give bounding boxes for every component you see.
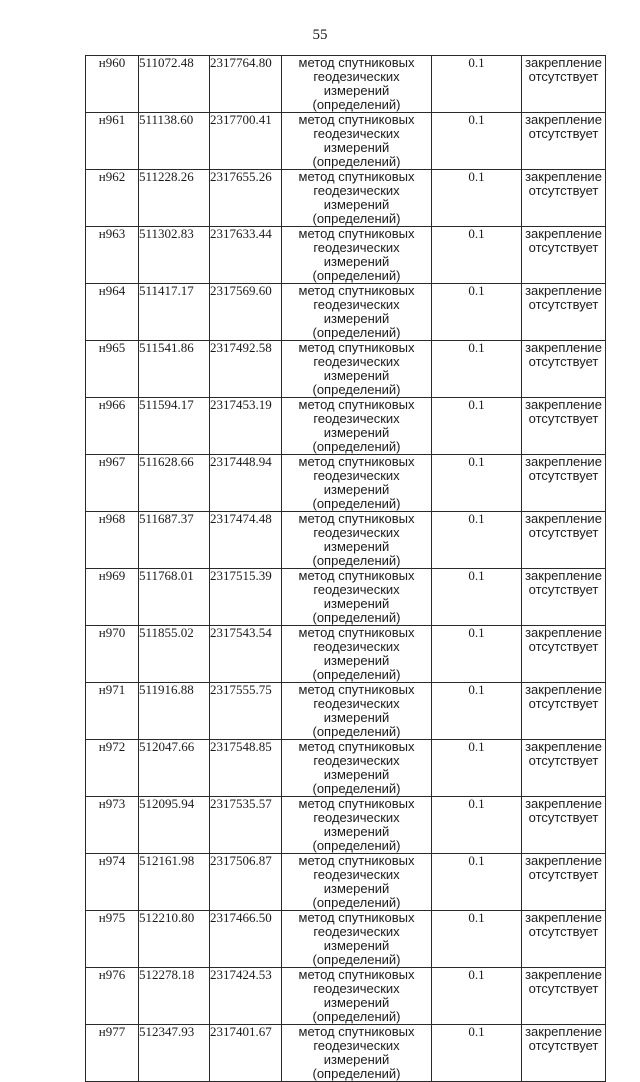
point-name-cell: н972 xyxy=(86,740,139,797)
x-coordinate-cell: 511541.86 xyxy=(139,341,210,398)
table-row xyxy=(86,740,606,797)
page-number: 55 xyxy=(312,27,328,43)
y-coordinate-cell: 2317466.50 xyxy=(210,911,282,968)
accuracy-cell: 0.1 xyxy=(432,968,522,1025)
table-row xyxy=(86,683,606,740)
accuracy-cell: 0.1 xyxy=(432,740,522,797)
method-cell: метод спутниковых геодезических измерений (определений) xyxy=(282,569,432,626)
x-coordinate-cell: 512161.98 xyxy=(139,854,210,911)
point-name-cell: н974 xyxy=(86,854,139,911)
fixing-cell: закрепление отсутствует xyxy=(522,569,606,626)
x-coordinate-cell: 512278.18 xyxy=(139,968,210,1025)
y-coordinate-cell: 2317474.48 xyxy=(210,512,282,569)
fixing-cell: закрепление отсутствует xyxy=(522,56,606,113)
accuracy-cell: 0.1 xyxy=(432,170,522,227)
method-cell: метод спутниковых геодезических измерений (определений) xyxy=(282,911,432,968)
fixing-cell: закрепление отсутствует xyxy=(522,284,606,341)
accuracy-cell: 0.1 xyxy=(432,626,522,683)
point-name-cell: н969 xyxy=(86,569,139,626)
method-cell: метод спутниковых геодезических измерений (определений) xyxy=(282,227,432,284)
fixing-cell: закрепление отсутствует xyxy=(522,398,606,455)
coordinates-table xyxy=(85,55,606,1082)
method-cell: метод спутниковых геодезических измерений (определений) xyxy=(282,455,432,512)
method-cell: метод спутниковых геодезических измерений (определений) xyxy=(282,854,432,911)
fixing-cell: закрепление отсутствует xyxy=(522,968,606,1025)
x-coordinate-cell: 512047.66 xyxy=(139,740,210,797)
x-coordinate-cell: 511072.48 xyxy=(139,56,210,113)
point-name-cell: н963 xyxy=(86,227,139,284)
y-coordinate-cell: 2317655.26 xyxy=(210,170,282,227)
fixing-cell: закрепление отсутствует xyxy=(522,113,606,170)
y-coordinate-cell: 2317424.53 xyxy=(210,968,282,1025)
accuracy-cell: 0.1 xyxy=(432,683,522,740)
table-row xyxy=(86,455,606,512)
y-coordinate-cell: 2317401.67 xyxy=(210,1025,282,1082)
method-cell: метод спутниковых геодезических измерений (определений) xyxy=(282,683,432,740)
table-row xyxy=(86,170,606,227)
fixing-cell: закрепление отсутствует xyxy=(522,341,606,398)
y-coordinate-cell: 2317548.85 xyxy=(210,740,282,797)
accuracy-cell: 0.1 xyxy=(432,398,522,455)
method-cell: метод спутниковых геодезических измерений (определений) xyxy=(282,56,432,113)
table-row xyxy=(86,56,606,113)
fixing-cell: закрепление отсутствует xyxy=(522,797,606,854)
point-name-cell: н975 xyxy=(86,911,139,968)
fixing-cell: закрепление отсутствует xyxy=(522,740,606,797)
y-coordinate-cell: 2317569.60 xyxy=(210,284,282,341)
x-coordinate-cell: 511628.66 xyxy=(139,455,210,512)
method-cell: метод спутниковых геодезических измерений (определений) xyxy=(282,740,432,797)
method-cell: метод спутниковых геодезических измерений (определений) xyxy=(282,341,432,398)
x-coordinate-cell: 511916.88 xyxy=(139,683,210,740)
y-coordinate-cell: 2317453.19 xyxy=(210,398,282,455)
table-row xyxy=(86,626,606,683)
y-coordinate-cell: 2317633.44 xyxy=(210,227,282,284)
x-coordinate-cell: 511855.02 xyxy=(139,626,210,683)
table-body xyxy=(86,56,606,1082)
table-row xyxy=(86,341,606,398)
method-cell: метод спутниковых геодезических измерений (определений) xyxy=(282,113,432,170)
y-coordinate-cell: 2317764.80 xyxy=(210,56,282,113)
table-row xyxy=(86,968,606,1025)
table-row xyxy=(86,227,606,284)
x-coordinate-cell: 512347.93 xyxy=(139,1025,210,1082)
x-coordinate-cell: 511687.37 xyxy=(139,512,210,569)
x-coordinate-cell: 511228.26 xyxy=(139,170,210,227)
accuracy-cell: 0.1 xyxy=(432,56,522,113)
point-name-cell: н967 xyxy=(86,455,139,512)
point-name-cell: н961 xyxy=(86,113,139,170)
method-cell: метод спутниковых геодезических измерений (определений) xyxy=(282,968,432,1025)
accuracy-cell: 0.1 xyxy=(432,455,522,512)
fixing-cell: закрепление отсутствует xyxy=(522,227,606,284)
x-coordinate-cell: 512095.94 xyxy=(139,797,210,854)
accuracy-cell: 0.1 xyxy=(432,227,522,284)
accuracy-cell: 0.1 xyxy=(432,911,522,968)
method-cell: метод спутниковых геодезических измерений (определений) xyxy=(282,398,432,455)
table-row xyxy=(86,854,606,911)
table-row xyxy=(86,1025,606,1082)
method-cell: метод спутниковых геодезических измерений (определений) xyxy=(282,626,432,683)
fixing-cell: закрепление отсутствует xyxy=(522,683,606,740)
method-cell: метод спутниковых геодезических измерений (определений) xyxy=(282,284,432,341)
fixing-cell: закрепление отсутствует xyxy=(522,854,606,911)
point-name-cell: н977 xyxy=(86,1025,139,1082)
point-name-cell: н965 xyxy=(86,341,139,398)
y-coordinate-cell: 2317492.58 xyxy=(210,341,282,398)
y-coordinate-cell: 2317506.87 xyxy=(210,854,282,911)
y-coordinate-cell: 2317535.57 xyxy=(210,797,282,854)
point-name-cell: н960 xyxy=(86,56,139,113)
table-row xyxy=(86,512,606,569)
table-row xyxy=(86,911,606,968)
x-coordinate-cell: 512210.80 xyxy=(139,911,210,968)
accuracy-cell: 0.1 xyxy=(432,1025,522,1082)
method-cell: метод спутниковых геодезических измерений (определений) xyxy=(282,170,432,227)
y-coordinate-cell: 2317700.41 xyxy=(210,113,282,170)
accuracy-cell: 0.1 xyxy=(432,113,522,170)
point-name-cell: н966 xyxy=(86,398,139,455)
method-cell: метод спутниковых геодезических измерений (определений) xyxy=(282,1025,432,1082)
x-coordinate-cell: 511302.83 xyxy=(139,227,210,284)
fixing-cell: закрепление отсутствует xyxy=(522,170,606,227)
table-row xyxy=(86,569,606,626)
x-coordinate-cell: 511138.60 xyxy=(139,113,210,170)
point-name-cell: н973 xyxy=(86,797,139,854)
point-name-cell: н970 xyxy=(86,626,139,683)
y-coordinate-cell: 2317555.75 xyxy=(210,683,282,740)
fixing-cell: закрепление отсутствует xyxy=(522,512,606,569)
fixing-cell: закрепление отсутствует xyxy=(522,455,606,512)
point-name-cell: н968 xyxy=(86,512,139,569)
y-coordinate-cell: 2317448.94 xyxy=(210,455,282,512)
y-coordinate-cell: 2317543.54 xyxy=(210,626,282,683)
accuracy-cell: 0.1 xyxy=(432,284,522,341)
fixing-cell: закрепление отсутствует xyxy=(522,1025,606,1082)
accuracy-cell: 0.1 xyxy=(432,569,522,626)
x-coordinate-cell: 511594.17 xyxy=(139,398,210,455)
accuracy-cell: 0.1 xyxy=(432,341,522,398)
fixing-cell: закрепление отсутствует xyxy=(522,626,606,683)
accuracy-cell: 0.1 xyxy=(432,512,522,569)
point-name-cell: н971 xyxy=(86,683,139,740)
table-row xyxy=(86,284,606,341)
table-row xyxy=(86,398,606,455)
point-name-cell: н976 xyxy=(86,968,139,1025)
accuracy-cell: 0.1 xyxy=(432,797,522,854)
x-coordinate-cell: 511768.01 xyxy=(139,569,210,626)
x-coordinate-cell: 511417.17 xyxy=(139,284,210,341)
method-cell: метод спутниковых геодезических измерений (определений) xyxy=(282,512,432,569)
y-coordinate-cell: 2317515.39 xyxy=(210,569,282,626)
fixing-cell: закрепление отсутствует xyxy=(522,911,606,968)
table-row xyxy=(86,797,606,854)
table-row xyxy=(86,113,606,170)
accuracy-cell: 0.1 xyxy=(432,854,522,911)
method-cell: метод спутниковых геодезических измерений (определений) xyxy=(282,797,432,854)
point-name-cell: н962 xyxy=(86,170,139,227)
point-name-cell: н964 xyxy=(86,284,139,341)
